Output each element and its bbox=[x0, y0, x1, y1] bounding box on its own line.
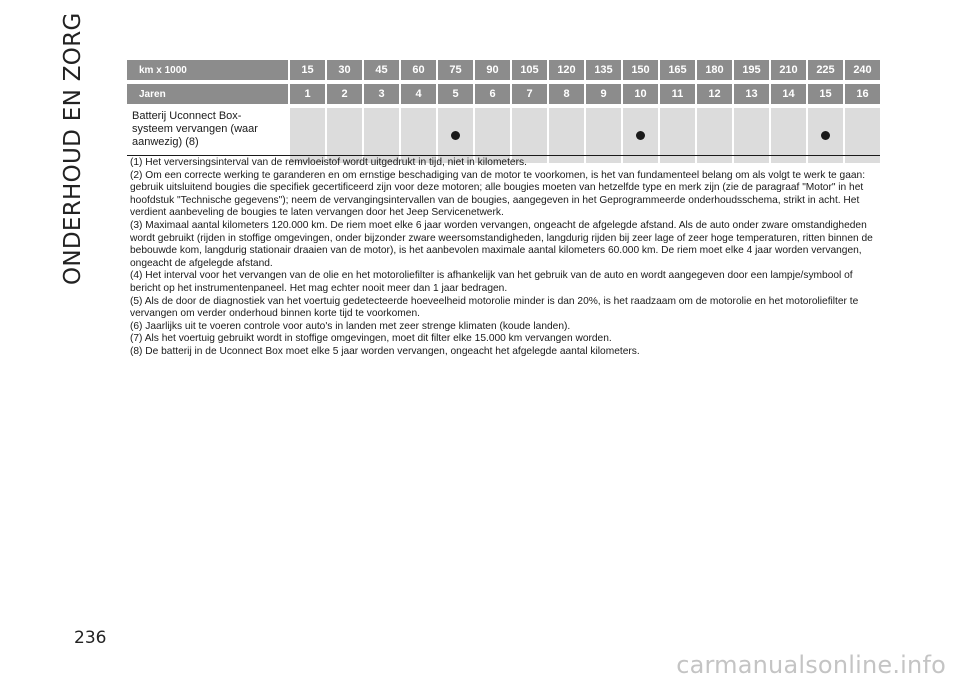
km-header-label: km x 1000 bbox=[127, 60, 288, 80]
years-header-cell: 7 bbox=[510, 80, 547, 104]
years-header-cell: 13 bbox=[732, 80, 769, 104]
footnote: (5) Als de door de diagnostiek van het voertuig gedetecteerde hoeveelheid motorolie minder is dan 20%, is het raadzaam om de motorolie en het motoroliefilter te vervangen om verder onderhoud binnen korte tijd te voorkomen. bbox=[130, 295, 859, 320]
km-header-cell: 240 bbox=[843, 60, 880, 80]
years-header-cell: 11 bbox=[658, 80, 695, 104]
footnote: (6) Jaarlijks uit te voeren controle voor auto's in landen met zeer strenge klimaten (koude landen). bbox=[130, 320, 571, 332]
years-header-cell: 10 bbox=[621, 80, 658, 104]
footnote: (4) Het interval voor het vervangen van de olie en het motoroliefilter is afhankelijk van het gebruik van de auto en wordt aangegeven door een lampje/symbool of bericht op het instrumentenpaneel. Het mag echter nooit meer dan 1 jaar bedragen. bbox=[130, 270, 853, 294]
service-dot-icon bbox=[636, 131, 645, 140]
years-header-label: Jaren bbox=[127, 80, 288, 104]
years-header-cell: 9 bbox=[584, 80, 621, 104]
years-header-cell: 3 bbox=[362, 80, 399, 104]
km-header-cell: 75 bbox=[436, 60, 473, 80]
page-number: 236 bbox=[74, 628, 107, 648]
km-header-cell: 45 bbox=[362, 60, 399, 80]
footnote: (3) Maximaal aantal kilometers 120.000 km. De riem moet elke 6 jaar worden vervangen, ongeacht de afgelegde afstand. Als de auto onder zware omstandigheden wordt gebruikt (rijden in stoffige omgevingen, onder bijzonder zware weersomstandigheden, langdurig rijden bij zeer lage of zeer hoge temperaturen, ritten binnen de bebouwde kom, langdurig stationair draaien van de motor), is het aanbevolen maximale aantal kilometers 60.000 km. De riem moet elke 4 jaar worden vervangen, ongeacht de afgelegde afstand. bbox=[130, 219, 873, 269]
km-header-cell: 60 bbox=[399, 60, 436, 80]
years-header-cell: 2 bbox=[325, 80, 362, 104]
km-header-cell: 225 bbox=[806, 60, 843, 80]
km-header-cell: 210 bbox=[769, 60, 806, 80]
years-header-cell: 8 bbox=[547, 80, 584, 104]
years-header-cell: 16 bbox=[843, 80, 880, 104]
service-dot-icon bbox=[821, 131, 830, 140]
years-header-cell: 15 bbox=[806, 80, 843, 104]
km-header-cell: 105 bbox=[510, 60, 547, 80]
km-header-cell: 135 bbox=[584, 60, 621, 80]
km-header-cell: 30 bbox=[325, 60, 362, 80]
km-header-cell: 180 bbox=[695, 60, 732, 80]
years-header-cell: 14 bbox=[769, 80, 806, 104]
years-header-cell: 1 bbox=[288, 80, 325, 104]
footnote: (8) De batterij in de Uconnect Box moet elke 5 jaar worden vervangen, ongeacht het afgelegde aantal kilometers. bbox=[130, 345, 640, 357]
km-header-cell: 195 bbox=[732, 60, 769, 80]
km-header-cell: 150 bbox=[621, 60, 658, 80]
service-dot-icon bbox=[451, 131, 460, 140]
footnotes bbox=[130, 157, 882, 359]
table-divider bbox=[127, 155, 880, 156]
footnote: (2) Om een correcte werking te garanderen en om ernstige beschadiging van de motor te voorkomen, is het van fundamenteel belang om als volgt te werk te gaan: gebruik uitsluitend bougies die specifiek gecertificeerd zijn voor deze motoren; alle bougies moeten van hetzelfde type en merk zijn (zie de paragraaf "Motor" in het hoofdstuk "Technische gegevens"); neem de vervangingsintervallen van de bougies, aangegeven in het Geprogrammeerde onderhoudsschema, strikt in acht. Het verdient aanbeveling de bougies te laten vervangen door het Jeep Servicenetwerk. bbox=[130, 169, 866, 219]
footnote: (7) Als het voertuig gebruikt wordt in stoffige omgevingen, moet dit filter elke 15.000 km vervangen worden. bbox=[130, 333, 612, 345]
years-header-cell: 12 bbox=[695, 80, 732, 104]
km-header-cell: 90 bbox=[473, 60, 510, 80]
footnote: (1) Het verversingsinterval van de remvloeistof wordt uitgedrukt in tijd, niet in kilometers. bbox=[130, 157, 527, 168]
watermark: carmanualsonline.info bbox=[676, 651, 946, 679]
section-title: ONDERHOUD EN ZORG bbox=[60, 12, 86, 285]
years-header-cell: 4 bbox=[399, 80, 436, 104]
maintenance-schedule-table bbox=[127, 60, 880, 163]
service-description: Batterij Uconnect Box-systeem vervangen (waar aanwezig) (8) bbox=[127, 104, 288, 163]
years-header-row bbox=[127, 80, 880, 104]
km-header-cell: 120 bbox=[547, 60, 584, 80]
years-header-cell: 5 bbox=[436, 80, 473, 104]
km-header-cell: 15 bbox=[288, 60, 325, 80]
km-header-cell: 165 bbox=[658, 60, 695, 80]
km-header-row bbox=[127, 60, 880, 80]
years-header-cell: 6 bbox=[473, 80, 510, 104]
